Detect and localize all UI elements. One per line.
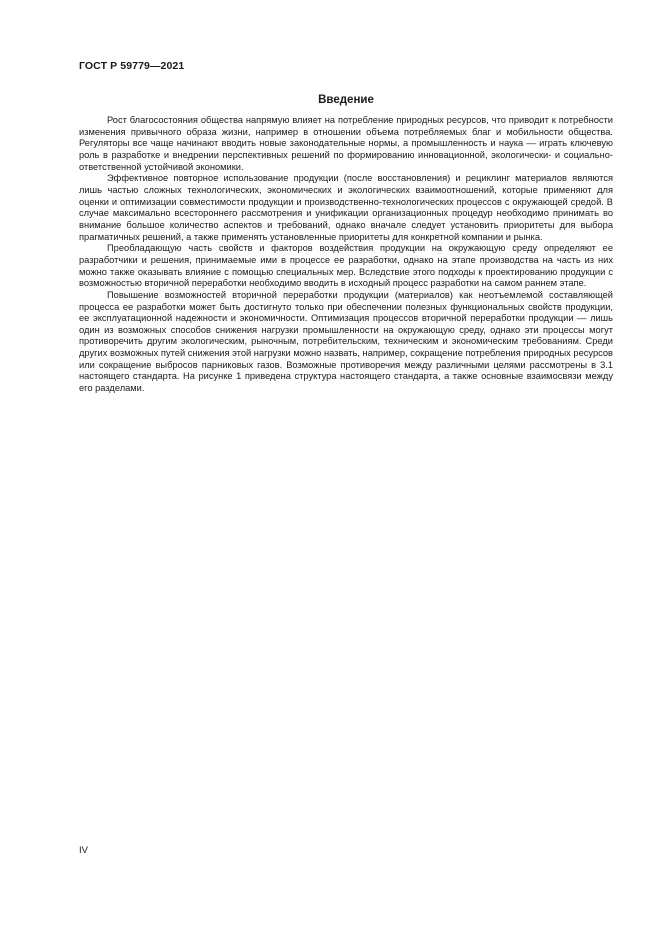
paragraph-3: Преобладающую часть свойств и факторов воздействия продукции на окружающую среду определяют ее разработчики и решения, принимаемые ими в процессе ее разработки, однако на этапе производства на часть из них можно также оказывать влияние с помощью специальных мер. Вследствие этого подходы к проектированию продукции с возможностью вторичной переработки необходимо вводить в исходный процесс разработки на самом раннем этапе.: [79, 243, 613, 289]
paragraph-1: Рост благосостояния общества напрямую влияет на потребление природных ресурсов, что приводит к потребности изменения привычного образа жизни, например в отношении объема потребляемых благ и мобильности общества. Регуляторы все чаще начинают вводить новые законодательные нормы, а промышленность и наука — играть ключевую роль в разработке и внедрении перспективных решений по формированию инновационной, экологически- и социально-ответственной устойчивой экономики.: [79, 115, 613, 172]
section-title: Введение: [318, 94, 374, 106]
standard-id-header: ГОСТ Р 59779—2021: [79, 60, 185, 72]
introduction-body: [79, 115, 613, 395]
paragraph-4: Повышение возможностей вторичной переработки продукции (материалов) как неотъемлемой составляющей процесса ее разработки может быть достигнуто только при обеспечении полезных функциональных свойств продукции, ее эксплуатационной надежности и экономичности. Оптимизация процессов вторичной переработки продукции — лишь один из возможных способов снижения нагрузки промышленности на окружающую среду, однако эти процессы могут противоречить другим экологическим, рыночным, потребительским, техническим и экономическим требованиям. Среди других возможных путей снижения этой нагрузки можно назвать, например, сокращение потребления природных ресурсов или сокращение выбросов парниковых газов. Возможные противоречия между различными целями рассмотрены в 3.1 настоящего стандарта. На рисунке 1 приведена структура настоящего стандарта, а также основные взаимосвязи между его разделами.: [79, 289, 613, 394]
paragraph-2: Эффективное повторное использование продукции (после восстановления) и рециклинг материалов являются лишь частью сложных технологических, экономических и экологических взаимоотношений, которые применяют для оценки и оптимизации совместимости продукции и производственно-технологических процессов с окружающей средой. В случае максимально всестороннего рассмотрения и унификации организационных процедур необходимо принимать во внимание большое количество аспектов и требований, однако вначале следует установить приоритеты для выбора прагматичных решений, а также применять установленные приоритеты для конкретной компании и рынка.: [79, 173, 613, 242]
page-number: IV: [79, 845, 88, 856]
